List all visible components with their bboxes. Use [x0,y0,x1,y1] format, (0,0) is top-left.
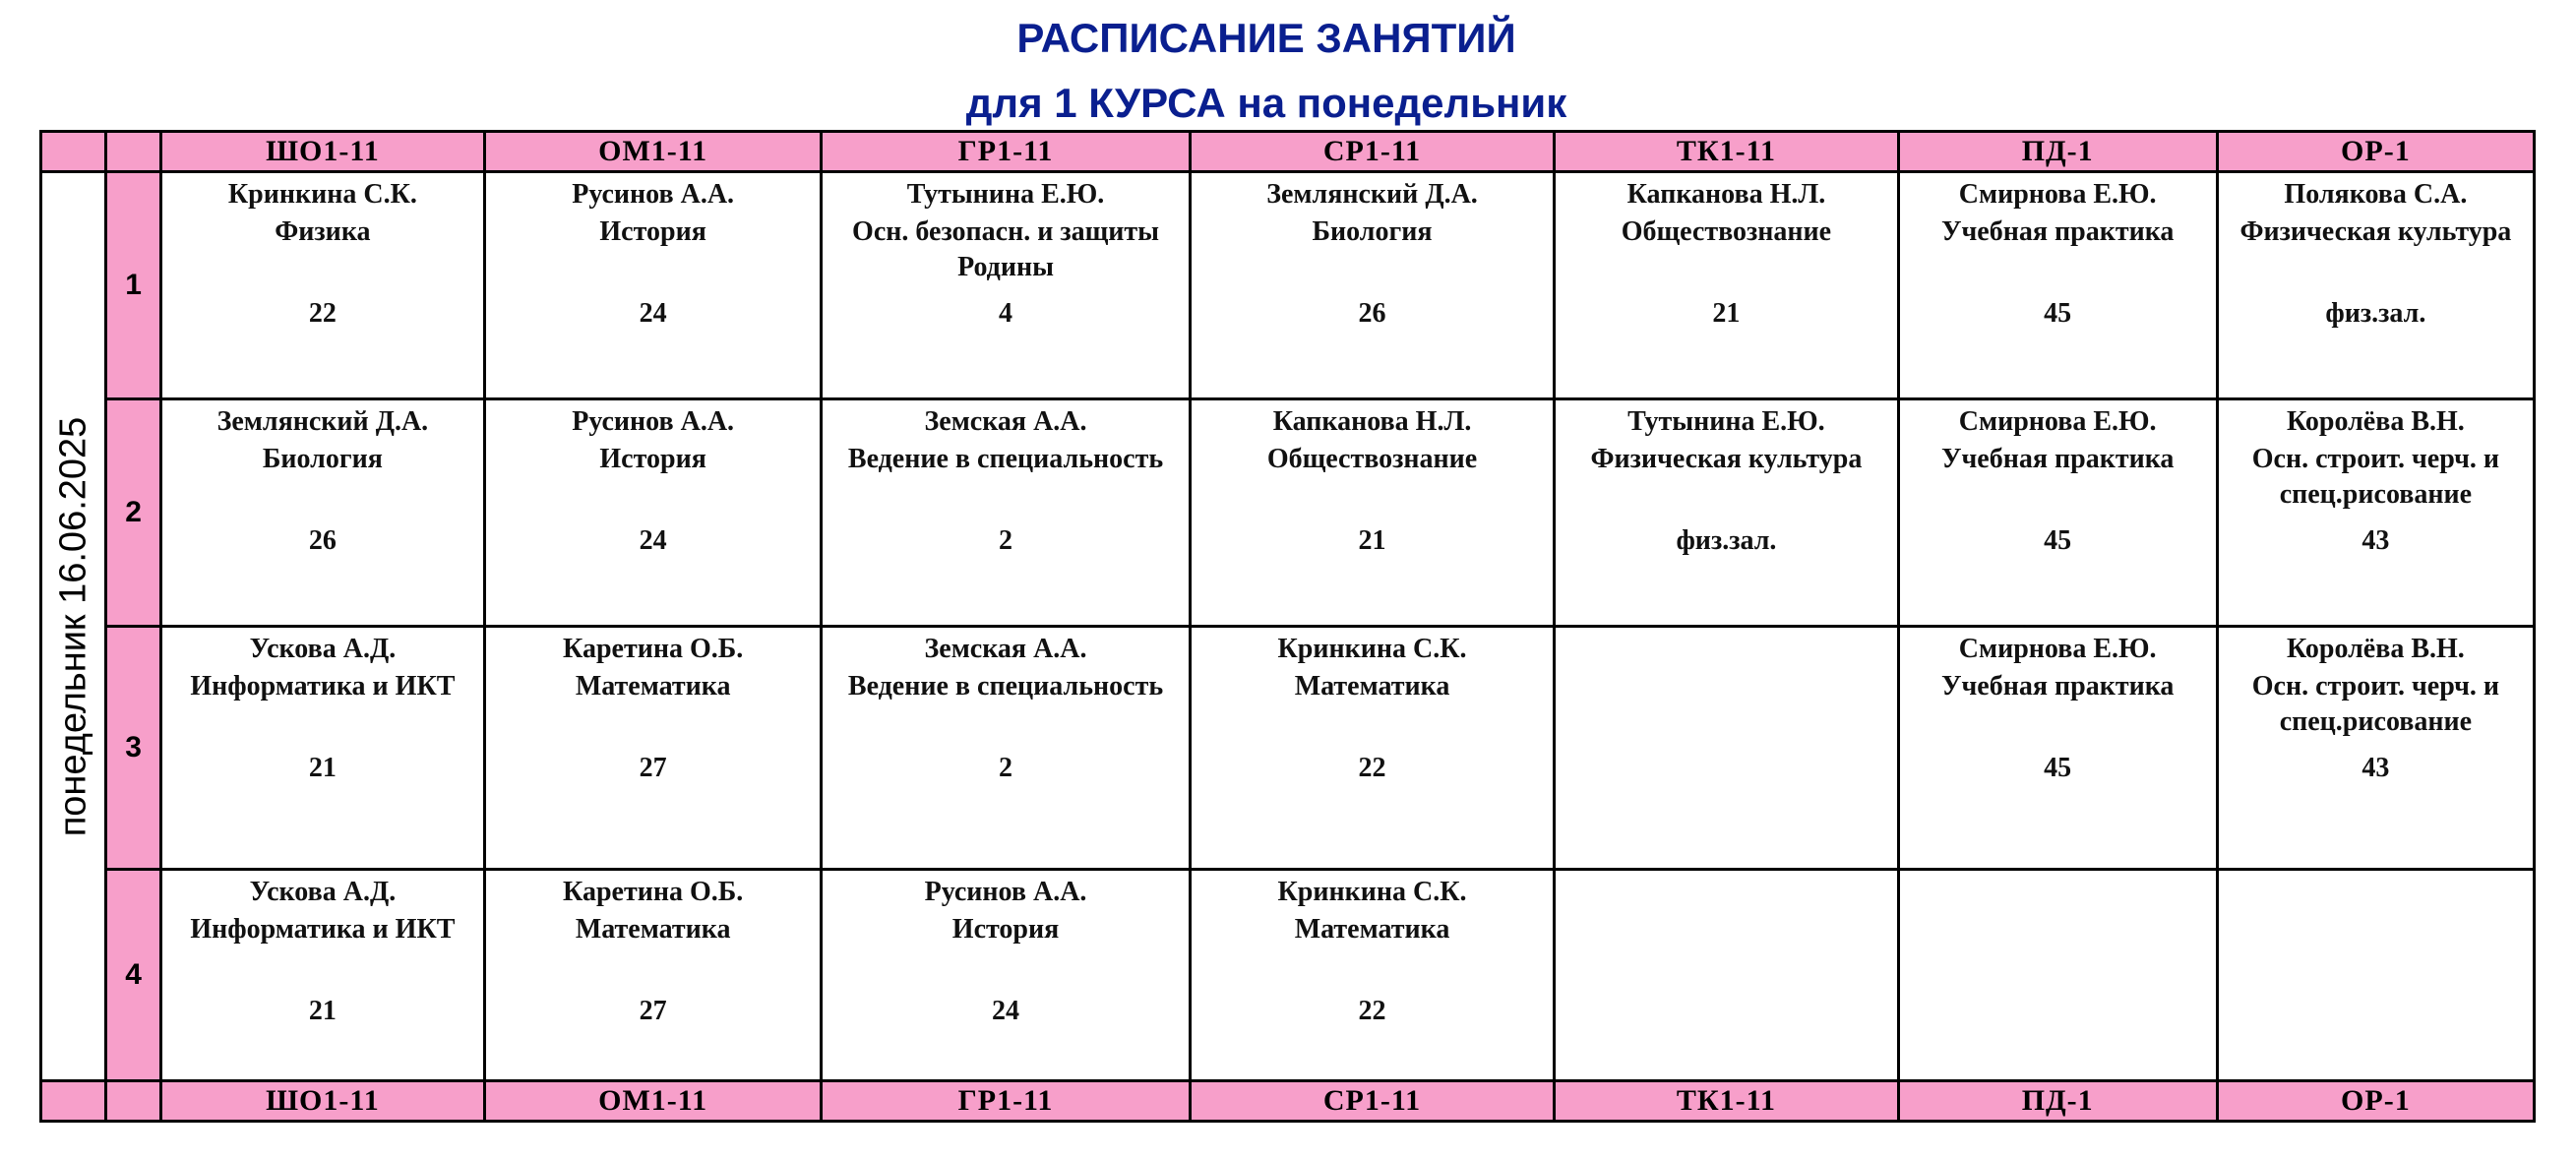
room-number: 21 [308,996,337,1026]
day-label: понедельник 16.06.2025 [52,416,94,836]
lesson-cell [1190,399,1554,627]
teacher-name: Каретина О.Б. [563,634,744,664]
subject-name: Обществознание [1266,444,1478,474]
room-number: 45 [2044,298,2072,329]
lesson-cell [822,870,1191,1081]
teacher-name: Королёва В.Н. [2286,406,2465,437]
teacher-name [1900,873,2216,912]
corner-cell [41,1081,106,1122]
teacher-name: Землянский Д.А. [216,406,429,437]
teacher-name: Королёва В.Н. [2286,634,2465,664]
teacher-name [2219,873,2533,912]
lesson-number: 3 [106,627,160,870]
lesson-cell [485,172,822,399]
teacher-name: Русинов А.А. [572,406,735,437]
group-footer: ТК1-11 [1555,1081,1898,1122]
teacher-name: Кринкина С.К. [227,179,417,210]
lesson-cell [822,172,1191,399]
teacher-name [1556,873,1896,912]
lesson-cell [485,627,822,870]
subject-name [1556,669,1896,744]
lesson-cell [822,627,1191,870]
lesson-cell [1555,870,1898,1081]
teacher-name [1556,630,1896,669]
group-header: ПД-1 [1898,132,2217,172]
teacher-name: Землянский Д.А. [1266,179,1478,210]
subject-name: Учебная практика [1940,671,2175,702]
lesson-cell [2217,172,2534,399]
group-header: ШО1-11 [160,132,484,172]
lesson-cell [160,399,484,627]
room-number: 24 [992,996,1020,1026]
lesson-cell [822,399,1191,627]
lesson-cell [2217,870,2534,1081]
room-number: 22 [1358,996,1386,1026]
lesson-cell [160,172,484,399]
lesson-cell [160,870,484,1081]
lesson-cell [1898,172,2217,399]
lesson-cell [1190,870,1554,1081]
day-cell [41,172,106,1081]
subject-name: Физическая культура [2239,216,2512,247]
teacher-name: Русинов А.А. [924,877,1087,907]
teacher-name: Смирнова Е.Ю. [1958,179,2157,210]
room-number: физ.зал. [2325,298,2426,329]
subject-name: Осн. строит. черч. и спец.рисование [2251,444,2499,510]
subject-name: Математика [575,671,731,702]
subject-name: Информатика и ИКТ [190,914,456,945]
room-number: 26 [308,525,337,556]
subject-name: Биология [262,444,383,474]
subject-name [2219,912,2533,987]
room-number: физ.зал. [1676,525,1777,556]
subject-name: Биология [1312,216,1433,247]
group-header: СР1-11 [1190,132,1554,172]
room-number: 21 [308,753,337,783]
subject-name: Математика [575,914,731,945]
lesson-cell [1555,627,1898,870]
teacher-name: Капканова Н.Л. [1272,406,1472,437]
schedule-table [39,130,2536,1123]
group-footer: ПД-1 [1898,1081,2217,1122]
room-number: 4 [999,298,1013,329]
subject-name [1900,912,2216,987]
header-row-top [41,132,2535,172]
lesson-cell [160,627,484,870]
room-number: 45 [2044,525,2072,556]
corner-cell [106,132,160,172]
group-footer: СР1-11 [1190,1081,1554,1122]
subject-name: Физическая культура [1590,444,1863,474]
room-number: 21 [1358,525,1386,556]
lesson-row [41,399,2535,627]
subject-name: История [951,914,1060,945]
lesson-cell [1898,399,2217,627]
lesson-cell [1190,172,1554,399]
lesson-cell [485,399,822,627]
schedule-subtitle: для 1 КУРСА на понедельник [965,80,1567,126]
teacher-name: Капканова Н.Л. [1626,179,1826,210]
room-number: 22 [308,298,337,329]
teacher-name: Кринкина С.К. [1277,877,1467,907]
group-footer: ШО1-11 [160,1081,484,1122]
subject-name: Учебная практика [1940,216,2175,247]
subject-name: Осн. безопасн. и защиты Родины [852,216,1159,282]
lesson-cell [2217,399,2534,627]
subject-name: Осн. строит. черч. и спец.рисование [2251,671,2499,737]
lesson-cell [1555,172,1898,399]
schedule-title: РАСПИСАНИЕ ЗАНЯТИЙ [1016,15,1516,61]
lesson-row [41,627,2535,870]
lesson-cell [485,870,822,1081]
room-number: 2 [999,525,1013,556]
lesson-row [41,870,2535,1081]
room-number: 45 [2044,753,2072,783]
lesson-row [41,172,2535,399]
room-number: 43 [2361,525,2390,556]
group-footer: ГР1-11 [822,1081,1191,1122]
teacher-name: Земская А.А. [924,634,1087,664]
teacher-name: Тутынина Е.Ю. [906,179,1105,210]
subject-name: Физика [275,216,371,247]
teacher-name: Смирнова Е.Ю. [1958,634,2157,664]
lesson-cell [1555,399,1898,627]
lesson-number: 2 [106,399,160,627]
header-row-bottom [41,1081,2535,1122]
group-header: ОМ1-11 [485,132,822,172]
room-number: 2 [999,753,1013,783]
subject-name: Учебная практика [1940,444,2175,474]
teacher-name: Земская А.А. [924,406,1087,437]
subject-name: Информатика и ИКТ [190,671,456,702]
lesson-cell [1898,870,2217,1081]
subject-name: История [599,444,706,474]
teacher-name: Тутынина Е.Ю. [1627,406,1825,437]
subject-name: Ведение в специальность [847,444,1164,474]
group-header: ТК1-11 [1555,132,1898,172]
room-number: 24 [639,298,667,329]
subject-name: История [599,216,706,247]
subject-name: Математика [1294,914,1450,945]
teacher-name: Каретина О.Б. [563,877,744,907]
lesson-number: 4 [106,870,160,1081]
corner-cell [41,132,106,172]
teacher-name: Смирнова Е.Ю. [1958,406,2157,437]
group-header: ГР1-11 [822,132,1191,172]
room-number: 22 [1358,753,1386,783]
corner-cell [106,1081,160,1122]
teacher-name: Кринкина С.К. [1277,634,1467,664]
lesson-cell [2217,627,2534,870]
lesson-cell [1190,627,1554,870]
teacher-name: Ускова А.Д. [249,877,397,907]
subject-name: Ведение в специальность [847,671,1164,702]
room-number: 21 [1712,298,1741,329]
teacher-name: Полякова С.А. [2284,179,2468,210]
lesson-number: 1 [106,172,160,399]
group-footer: ОР-1 [2217,1081,2534,1122]
teacher-name: Ускова А.Д. [249,634,397,664]
subject-name [1556,912,1896,987]
room-number: 27 [639,753,667,783]
group-footer: ОМ1-11 [485,1081,822,1122]
room-number: 27 [639,996,667,1026]
subject-name: Математика [1294,671,1450,702]
group-header: ОР-1 [2217,132,2534,172]
room-number: 24 [639,525,667,556]
room-number: 26 [1358,298,1386,329]
lesson-cell [1898,627,2217,870]
room-number: 43 [2361,753,2390,783]
subject-name: Обществознание [1621,216,1832,247]
teacher-name: Русинов А.А. [572,179,735,210]
